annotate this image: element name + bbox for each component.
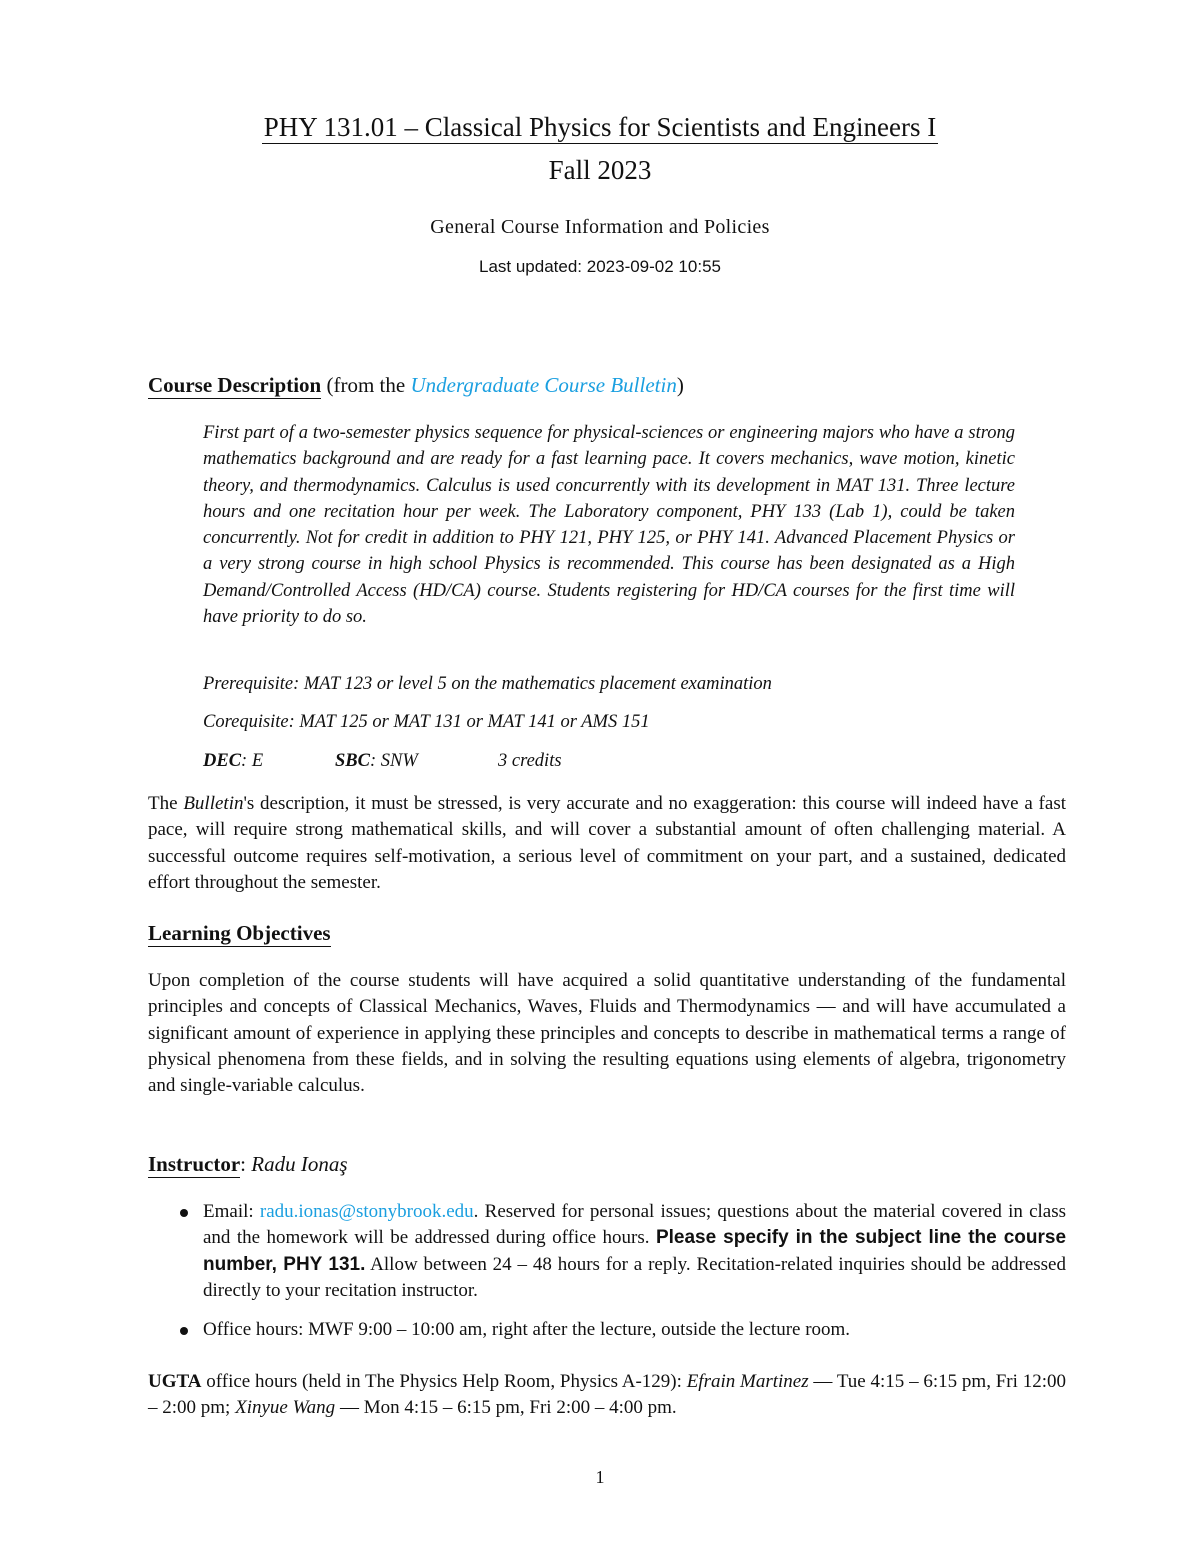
bullet-dot: [180, 1327, 188, 1335]
credits-info: 3 credits: [498, 751, 562, 771]
prerequisite: Prerequisite: MAT 123 or level 5 on the mathematics placement examination: [203, 674, 772, 694]
page-number: 1: [595, 1467, 605, 1487]
instructor-email-item: Email: radu.ionas@stonybrook.edu. Reserved for personal issues; questions about the material covered in class and the homework will be addressed during office hours. Please specify in the subject line the course number, PHY 131. Allow between 24 – 48 hours for a reply. Recitation-related inquiries should be addressed directly to your recitation instructor.: [203, 1201, 1067, 1301]
instructor-name: Radu Ionaş: [251, 1152, 348, 1176]
learning-objectives-heading: Learning Objectives: [148, 921, 331, 945]
last-updated: Last updated: 2023-09-02 10:55: [479, 257, 721, 276]
learning-objectives-text: Upon completion of the course students will have acquired a solid quantitative understanding of the fundamental principles and concepts of Classical Mechanics, Waves, Fluids and Thermodynamics — and will have accumulated a significant amount of experience in applying these principles and concepts to describe in mathematical terms a range of physical phenomena from these fields, and in solving the resulting equations using elements of algebra, trigonometry and single-variable calculus.: [148, 970, 1066, 1097]
document-subtitle: General Course Information and Policies: [430, 216, 770, 238]
document-title: PHY 131.01 – Classical Physics for Scientists and Engineers I: [263, 112, 937, 142]
sbc-info: SBC: SNW: [335, 751, 418, 771]
office-hours-item: Office hours: MWF 9:00 – 10:00 am, right after the lecture, outside the lecture room.: [203, 1319, 851, 1340]
email-link[interactable]: radu.ionas@stonybrook.edu: [259, 1201, 474, 1222]
bulletin-link[interactable]: Undergraduate Course Bulletin: [410, 373, 677, 397]
course-description-heading: Course Description (from the Undergraduate Course Bulletin): [148, 373, 684, 397]
bullet-dot: [180, 1209, 188, 1217]
semester-label: Fall 2023: [548, 155, 652, 185]
ugta-office-hours: UGTA office hours (held in The Physics Help Room, Physics A-129): Efrain Martinez — Tue 4:15 – 6:15 pm, Fri 12:00 – 2:00 pm; Xinyue Wang — Mon 4:15 – 6:15 pm, Fri 2:00 – 4:00 pm.: [148, 1371, 1066, 1419]
bulletin-paragraph: The Bulletin's description, it must be stressed, is very accurate and no exaggeration: this course will indeed have a fast pace, will require strong mathematical skills, and will cover a substantial amount of often challenging material. A successful outcome requires self-motivation, a serious level of commitment on your part, and a sustained, dedicated effort throughout the semester.: [148, 793, 1066, 893]
corequisite: Corequisite: MAT 125 or MAT 131 or MAT 141 or AMS 151: [203, 712, 650, 732]
dec-info: DEC: E: [203, 751, 264, 771]
course-description-quote: First part of a two-semester physics sequence for physical-sciences or engineering majors who have a strong mathematics background and are ready for a fast learning pace. It covers mechanics, wave motion, kinetic theory, and thermodynamics. Calculus is used concurrently with its development in MAT 131. Three lecture hours and one recitation hour per week. The Laboratory component, PHY 133 (Lab 1), could be taken concurrently. Not for credit in addition to PHY 121, PHY 125, or PHY 141. Advanced Placement Physics or a very strong course in high school Physics is recommended. This course has been designated as a High Demand/Controlled Access (HD/CA) course. Students registering for HD/CA courses for the first time will have priority to do so.: [203, 423, 1015, 628]
instructor-heading: Instructor: Radu Ionaş: [148, 1152, 348, 1176]
